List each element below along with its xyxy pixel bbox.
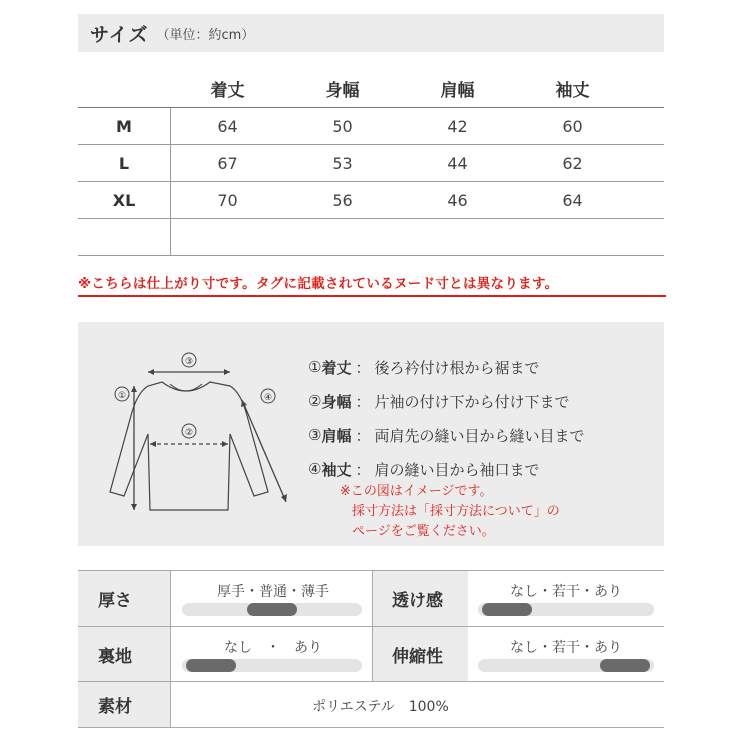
table-row-empty <box>78 219 664 256</box>
sleeve-measure-line <box>242 400 286 502</box>
legend-description: 後ろ衿付け根から裾まで <box>374 358 540 377</box>
size-section-header <box>78 14 664 52</box>
legend-number: ① <box>308 358 322 376</box>
size-table <box>78 70 664 256</box>
measurement-diagram-panel <box>78 322 664 546</box>
marker-shoulder: ③ <box>184 357 194 367</box>
lining-options: なし ・ あり <box>224 640 322 656</box>
table-cell: 42 <box>447 116 468 136</box>
legend-term: 着丈 <box>321 358 352 377</box>
legend-term: 袖丈 <box>321 460 352 479</box>
lining-indicator <box>186 659 236 672</box>
diagram-note <box>340 482 560 542</box>
table-cell: 44 <box>447 153 468 173</box>
arrow-head <box>241 400 247 407</box>
marker-length: ① <box>117 391 127 401</box>
table-cell: 50 <box>332 116 353 136</box>
legend-number: ③ <box>308 426 322 444</box>
legend-item <box>308 384 585 418</box>
collar-line <box>170 384 202 391</box>
marker-sleeve: ④ <box>263 393 273 403</box>
legend-description: 両肩先の縫い目から縫い目まで <box>374 426 585 445</box>
table-divider <box>170 571 171 728</box>
table-cell: 46 <box>447 190 468 210</box>
lining-label: 裏地 <box>78 627 170 681</box>
shirt-diagram <box>90 342 300 532</box>
fabric-properties-table <box>78 570 664 728</box>
arrow-head <box>222 441 228 447</box>
table-cell: 64 <box>217 116 238 136</box>
thickness-options: 厚手・普通・薄手 <box>217 584 329 600</box>
legend-term: 肩幅 <box>321 426 352 445</box>
material-value: ポリエステル 100% <box>312 699 449 715</box>
unit-label: （単位：約cm） <box>156 27 255 43</box>
arrow-head <box>150 441 156 447</box>
table-row <box>78 627 664 682</box>
legend-separator: ： <box>355 392 371 411</box>
table-cell: 60 <box>562 116 583 136</box>
legend-separator: ： <box>355 460 371 479</box>
legend-term: 身幅 <box>321 392 352 411</box>
transparency-options: なし・若干・あり <box>510 584 622 600</box>
transparency-label: 透け感 <box>372 571 468 626</box>
legend-separator: ： <box>355 358 371 377</box>
stretch-label: 伸縮性 <box>372 627 468 681</box>
thickness-indicator <box>247 603 297 616</box>
legend-item <box>308 350 585 384</box>
legend-description: 肩の縫い目から袖口まで <box>374 460 540 479</box>
table-row <box>78 108 664 145</box>
table-cell: 62 <box>562 153 583 173</box>
table-cell: 56 <box>332 190 353 210</box>
legend-description: 片袖の付け下から付け下まで <box>374 392 570 411</box>
table-divider <box>170 108 171 256</box>
thickness-label: 厚さ <box>78 571 170 626</box>
diagram-note-line: ※この図はイメージです。 <box>340 484 493 499</box>
column-header: 袖丈 <box>555 81 590 101</box>
size-label: XL <box>112 190 136 210</box>
arrow-head <box>131 504 137 510</box>
legend-number: ④ <box>308 460 322 478</box>
diagram-note-line: 採寸方法は「採寸方法について」の <box>352 504 560 519</box>
table-cell: 70 <box>217 190 238 210</box>
table-row <box>78 182 664 219</box>
column-header: 肩幅 <box>440 81 475 101</box>
legend-item <box>308 418 585 452</box>
arrow-head <box>148 369 154 375</box>
stretch-options: なし・若干・あり <box>510 640 622 656</box>
legend-item <box>308 452 585 486</box>
stretch-indicator <box>600 659 650 672</box>
table-row <box>78 145 664 182</box>
arrow-head <box>224 369 230 375</box>
legend-number: ② <box>308 392 322 410</box>
transparency-indicator <box>482 603 532 616</box>
arrow-head <box>131 386 137 392</box>
size-title: サイズ <box>90 23 149 46</box>
size-label: M <box>116 116 132 136</box>
table-row <box>78 682 664 728</box>
size-label: L <box>118 153 130 173</box>
size-table-header <box>78 70 664 108</box>
material-label: 素材 <box>78 682 170 727</box>
measurement-legend <box>308 350 585 486</box>
table-divider <box>372 571 373 682</box>
arrow-head <box>281 494 287 502</box>
legend-separator: ： <box>355 426 371 445</box>
diagram-note-line: ページをご覧ください。 <box>352 524 495 539</box>
marker-body-width: ② <box>184 428 194 438</box>
column-header: 着丈 <box>210 81 245 101</box>
table-cell: 53 <box>332 153 353 173</box>
size-note: ※こちらは仕上がり寸です。タグに記載されているヌード寸とは異なります。 <box>78 272 666 297</box>
table-cell: 64 <box>562 190 583 210</box>
table-cell: 67 <box>217 153 238 173</box>
table-row <box>78 571 664 627</box>
column-header: 身幅 <box>325 81 360 101</box>
